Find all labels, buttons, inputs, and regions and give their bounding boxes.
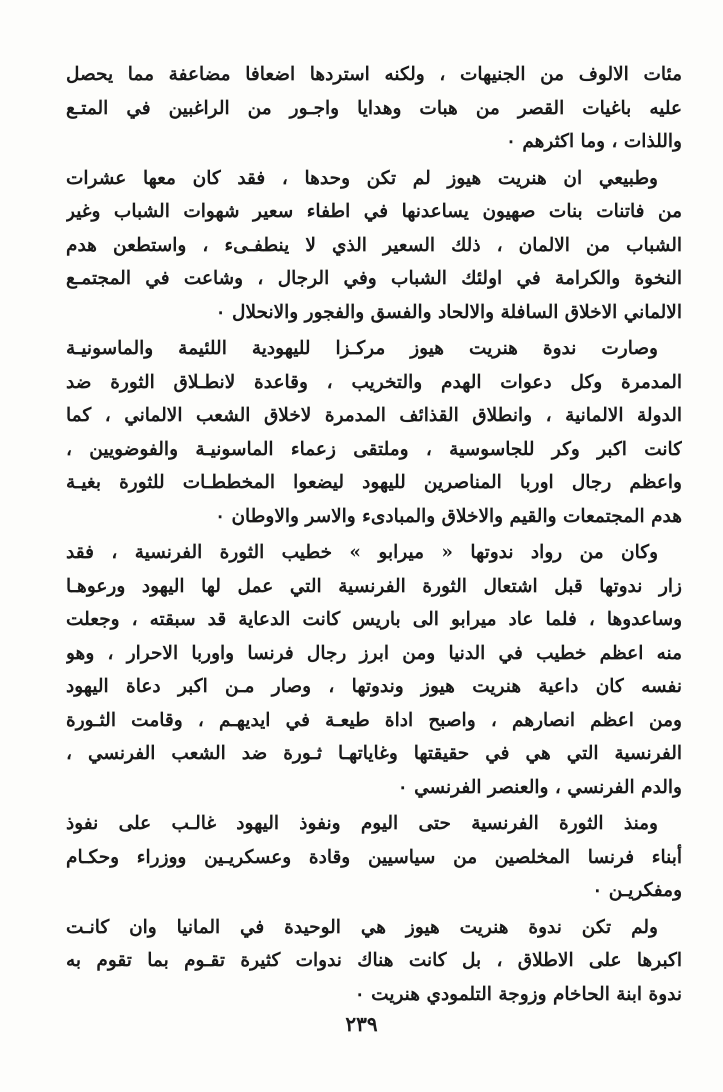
paragraph — [66, 332, 682, 533]
text-line: ندوة ابنة الحاخام وزوجة التلمودي هنريت ٠ — [354, 983, 682, 1005]
text-line: مئات الالوف من الجنيهات ، ولكنه استردها اضعافا مضاعفة مما يحصل — [66, 64, 682, 85]
text-line: أبناء فرنسا المخلصين من سياسيين وقادة وعسكريـين ووزراء وحكـام — [66, 846, 682, 868]
text-line: عليه باغيات القصر من هبات وهدايا واجـور من الراغبين في المتـع — [66, 97, 682, 119]
text-line: والدم الفرنسي ، والعنصر الفرنسي ٠ — [397, 776, 682, 798]
paragraph — [66, 162, 682, 330]
text-line: من فاتنات بنات صهيون يساعدنها في اطفاء سعير شهوات الشباب وغير — [66, 201, 682, 222]
text-line: زار ندوتها قبل اشتعال الثورة الفرنسية التي عمل لها اليهود ورعوهـا — [66, 575, 682, 597]
text-line: نفسه كان داعية هنريت هيوز وندوتها ، وصار مـن اكبر دعاة اليهود — [66, 676, 682, 697]
text-line: واعظم رجال اوربا المناصرين لليهود ليضعوا المخططـات للثورة بغيـة — [66, 472, 682, 493]
paragraph — [66, 807, 682, 908]
text-line: وطبيعي ان هنريت هيوز لم تكن وحدها ، فقد كان معها عشرات — [66, 167, 658, 189]
page-number: ٢٣٩ — [345, 1012, 378, 1036]
text-line: منه اعظم خطيب في الدنيا ومن ابرز رجال فرنسا واوربا الاحرار ، وهو — [66, 642, 682, 664]
paragraph — [66, 911, 682, 1012]
text-line: هدم المجتمعات والقيم والاخلاق والمبادىء والاسر والاوطان ٠ — [215, 505, 682, 527]
text-line: الدولة الالمانية ، وانطلاق القذائف المدمرة لاخلاق الشعب الالماني ، كما — [66, 405, 682, 426]
paragraph — [66, 536, 682, 804]
text-line: وصارت ندوة هنريت هيوز مركـزا لليهودية اللئيمة والماسونيـة — [66, 338, 658, 359]
text-line: الشباب من الالمان ، ذلك السعير الذي لا ينطفـىء ، واستطعن هدم — [66, 234, 682, 256]
text-line: ولم تكن ندوة هنريت هيوز هي الوحيدة في المانيا وان كانـت — [66, 916, 658, 938]
text-line: الالماني الاخلاق السافلة والالحاد والفسق والفجور والانحلال ٠ — [215, 301, 682, 323]
text-line: واللذات ، وما اكثرهم ٠ — [505, 131, 682, 152]
text-line: اكبرها على الاطلاق ، بل كانت هناك ندوات كثيرة تقـوم بما تقوم به — [66, 950, 682, 971]
text-line: ومن اعظم انصارهم ، واصبح اداة طيعـة في ايديهـم ، وقامت الثـورة — [66, 709, 682, 731]
text-line: ومفكريـن ٠ — [592, 880, 682, 901]
text-line: كانت اكبر وكر للجاسوسية ، وملتقى زعماء الماسونيـة والفوضويين ، — [66, 438, 682, 460]
text-line: ومنذ الثورة الفرنسية حتى اليوم ونفوذ اليهود غالـب على نفوذ — [66, 813, 658, 834]
paragraph — [66, 58, 682, 159]
text-line: الفرنسية التي هي في حقيقتها وغاياتهـا ثـورة ضد الشعب الفرنسي ، — [66, 743, 682, 764]
text-line: وكان من رواد ندوتها « ميرابو » خطيب الثورة الفرنسية ، فقد — [66, 542, 658, 563]
text-line: وساعدوها ، فلما عاد ميرابو الى باريس كانت الدعاية قد سبقته ، وجعلت — [66, 609, 682, 630]
text-line: النخوة والكرامة في اولئك الشباب وفي الرجال ، وشاعت في المجتمـع — [66, 268, 682, 289]
body-text — [66, 58, 682, 1014]
text-line: المدمرة وكل دعوات الهدم والتخريب ، وقاعدة لانطـلاق الثورة ضد — [66, 371, 682, 393]
